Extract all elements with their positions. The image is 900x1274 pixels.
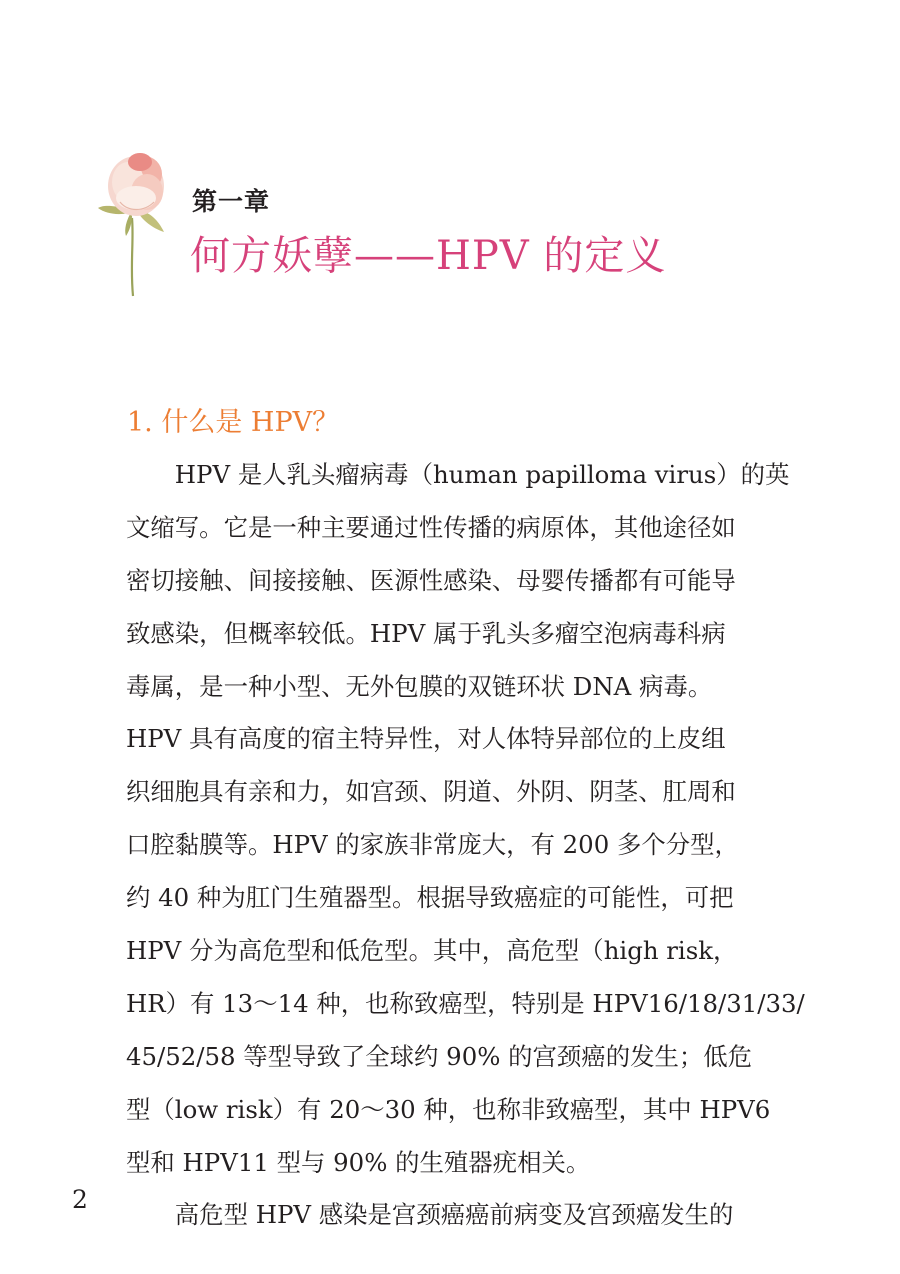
body-line: 毒属，是一种小型、无外包膜的双链环状 DNA 病毒。 [126,671,713,701]
page-number: 2 [72,1185,88,1214]
body-line: HR）有 13～14 种，也称致癌型，特别是 HPV16/18/31/33/ [126,988,805,1018]
body-line: 密切接触、间接接触、医源性感染、母婴传播都有可能导 [126,565,736,595]
section-heading: 1. 什么是 HPV？ [127,407,340,438]
body-text [126,455,805,1248]
body-line: 约 40 种为肛门生殖器型。根据导致癌症的可能性，可把 [126,883,734,913]
body-line: HPV 具有高度的宿主特异性，对人体特异部位的上皮组 [126,724,726,754]
body-line: 高危型 HPV 感染是宫颈癌癌前病变及宫颈癌发生的 [126,1200,734,1230]
body-line: 织细胞具有亲和力，如宫颈、阴道、外阴、阴茎、肛周和 [126,777,736,807]
rose-illustration [92,140,182,300]
body-line: 致感染，但概率较低。HPV 属于乳头多瘤空泡病毒科病 [126,618,726,648]
body-line: 口腔黏膜等。HPV 的家族非常庞大，有 200 多个分型， [126,830,739,860]
body-line: 45/52/58 等型导致了全球约 90% 的宫颈癌的发生；低危 [126,1041,753,1071]
body-line: HPV 是人乳头瘤病毒（human papilloma virus）的英 [126,460,790,489]
chapter-label: 第一章 [192,187,271,216]
body-line: HPV 分为高危型和低危型。其中，高危型（high risk， [126,936,738,966]
chapter-title: 何方妖孽——HPV 的定义 [190,233,667,279]
body-line: 型（low risk）有 20～30 种，也称非致癌型，其中 HPV6 [126,1094,771,1124]
body-line: 文缩写。它是一种主要通过性传播的病原体，其他途径如 [126,512,736,542]
body-line: 型和 HPV11 型与 90% 的生殖器疣相关。 [126,1147,591,1177]
